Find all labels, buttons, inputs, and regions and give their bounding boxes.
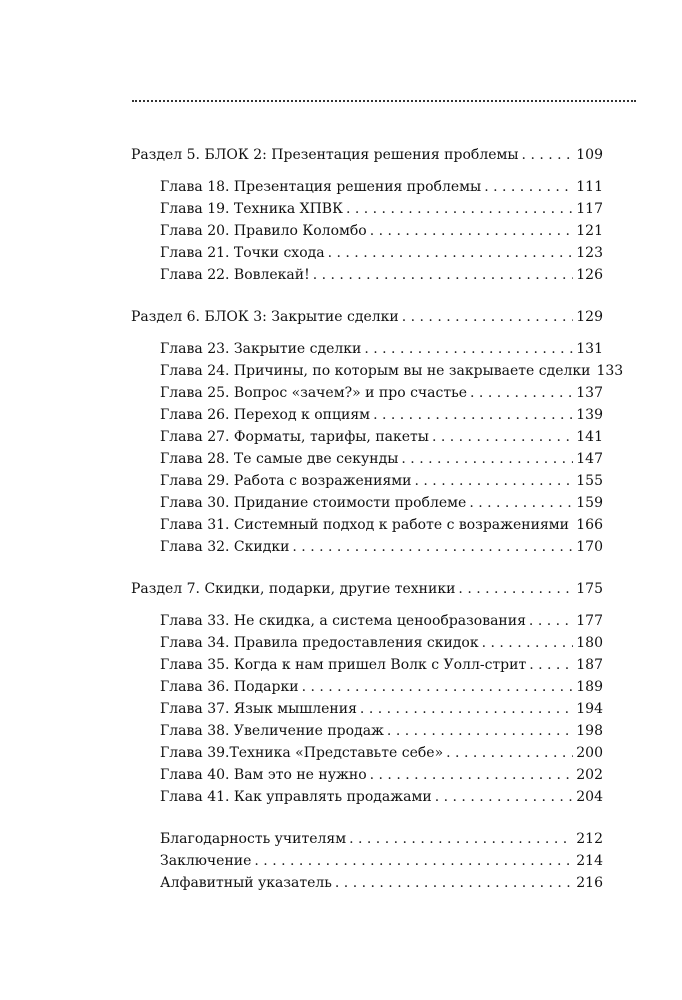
page-number: 202 — [576, 767, 603, 783]
dot-leader — [328, 242, 574, 264]
dot-leader — [292, 536, 573, 558]
page-number: 147 — [576, 451, 603, 467]
dot-leader — [387, 720, 573, 742]
chapter-title: Глава 34. Правила предоставления скидок — [160, 635, 479, 651]
chapter-title: Глава 30. Придание стоимости проблеме — [160, 495, 467, 511]
page-number: 137 — [576, 385, 603, 401]
dot-leader — [373, 404, 573, 426]
chapter-title: Глава 27. Форматы, тарифы, пакеты — [160, 429, 429, 445]
page-number: 194 — [576, 701, 603, 717]
toc-chapter-20[interactable] — [131, 220, 603, 242]
section-title: Раздел 7. Скидки, подарки, другие техники — [131, 581, 456, 597]
entry-title: Алфавитный указатель — [160, 875, 332, 891]
chapter-title: Глава 25. Вопрос «зачем?» и про счастье — [160, 385, 468, 401]
page-number: 139 — [576, 407, 603, 423]
page-number: 141 — [576, 429, 603, 445]
section-title: Раздел 5. БЛОК 2: Презентация решения проблемы — [131, 147, 519, 163]
toc-chapter-38[interactable] — [131, 720, 603, 742]
dot-leader — [470, 382, 573, 404]
toc-chapter-27[interactable] — [131, 426, 603, 448]
dot-leader — [402, 306, 574, 328]
chapter-title: Глава 29. Работа с возражениями — [160, 473, 412, 489]
dot-leader — [401, 448, 573, 470]
toc-chapter-22[interactable] — [131, 264, 603, 286]
chapter-title: Глава 19. Техника ХПВК — [160, 201, 343, 217]
toc-chapter-19[interactable] — [131, 198, 603, 220]
dot-leader — [254, 850, 573, 872]
toc-chapter-26[interactable] — [131, 404, 603, 426]
table-of-contents — [131, 144, 624, 894]
top-dotted-rule — [132, 100, 636, 102]
page-number: 159 — [576, 495, 603, 511]
dot-leader — [529, 610, 573, 632]
dot-leader — [572, 514, 573, 536]
dot-leader — [469, 492, 573, 514]
dot-leader — [335, 872, 573, 894]
toc-chapter-29[interactable] — [131, 470, 603, 492]
toc-chapter-40[interactable] — [131, 764, 603, 786]
toc-conclusion[interactable] — [131, 850, 603, 872]
dot-leader — [484, 176, 573, 198]
dot-leader — [370, 220, 574, 242]
dot-leader — [529, 654, 573, 676]
toc-chapter-41[interactable] — [131, 786, 603, 808]
page-number: 170 — [576, 539, 603, 555]
toc-chapter-28[interactable] — [131, 448, 603, 470]
page-number: 166 — [576, 517, 603, 533]
toc-chapter-31[interactable] — [131, 514, 603, 536]
dot-leader — [458, 578, 573, 600]
toc-chapter-36[interactable] — [131, 676, 603, 698]
toc-chapter-25[interactable] — [131, 382, 603, 404]
toc-section-7[interactable] — [131, 578, 603, 600]
toc-chapter-23[interactable] — [131, 338, 603, 360]
page-number: 117 — [576, 201, 603, 217]
chapter-title: Глава 35. Когда к нам пришел Волк с Уолл-стрит — [160, 657, 527, 673]
dot-leader — [415, 470, 574, 492]
toc-chapter-39[interactable] — [131, 742, 603, 764]
dot-leader — [302, 676, 574, 698]
toc-chapter-35[interactable] — [131, 654, 603, 676]
dot-leader — [364, 338, 573, 360]
page-number: 187 — [576, 657, 603, 673]
dot-leader — [435, 786, 574, 808]
chapter-title: Глава 40. Вам это не нужно — [160, 767, 367, 783]
page-number: 200 — [576, 745, 603, 761]
dot-leader — [346, 198, 573, 220]
page-number: 121 — [576, 223, 603, 239]
page-number: 155 — [576, 473, 603, 489]
toc-index[interactable] — [131, 872, 603, 894]
toc-chapter-21[interactable] — [131, 242, 603, 264]
chapter-title: Глава 38. Увеличение продаж — [160, 723, 384, 739]
toc-chapter-30[interactable] — [131, 492, 603, 514]
page-number: 175 — [576, 581, 603, 597]
chapter-title: Глава 26. Переход к опциям — [160, 407, 371, 423]
dot-leader — [522, 144, 574, 166]
chapter-title: Глава 22. Вовлекай! — [160, 267, 310, 283]
chapter-title: Глава 41. Как управлять продажами — [160, 789, 432, 805]
chapter-title: Глава 23. Закрытие сделки — [160, 341, 362, 357]
dot-leader — [313, 264, 574, 286]
toc-chapter-32[interactable] — [131, 536, 603, 558]
chapter-title: Глава 21. Точки схода — [160, 245, 325, 261]
chapter-title: Глава 31. Системный подход к работе с возражениями — [160, 517, 570, 533]
chapter-title: Глава 37. Язык мышления — [160, 701, 357, 717]
toc-chapter-33[interactable] — [131, 610, 603, 632]
dot-leader — [370, 764, 574, 786]
entry-title: Заключение — [160, 853, 252, 869]
page-number: 177 — [576, 613, 603, 629]
dot-leader — [349, 828, 573, 850]
chapter-title: Глава 39.Техника «Представьте себе» — [160, 745, 444, 761]
dot-leader — [432, 426, 573, 448]
toc-chapter-34[interactable] — [131, 632, 603, 654]
chapter-title: Глава 32. Скидки — [160, 539, 290, 555]
page-number: 109 — [576, 147, 603, 163]
page-number: 133 — [596, 363, 624, 379]
chapter-title: Глава 36. Подарки — [160, 679, 299, 695]
chapter-title: Глава 18. Презентация решения проблемы — [160, 179, 482, 195]
page-number: 123 — [576, 245, 603, 261]
dot-leader — [360, 698, 573, 720]
page-number: 126 — [576, 267, 603, 283]
dot-leader — [446, 742, 573, 764]
toc-chapter-37[interactable] — [131, 698, 603, 720]
toc-acknowledgements[interactable] — [131, 828, 603, 850]
toc-section-6[interactable] — [131, 306, 603, 328]
chapter-title: Глава 28. Те самые две секунды — [160, 451, 399, 467]
toc-section-5[interactable] — [131, 144, 603, 166]
toc-chapter-18[interactable] — [131, 176, 603, 198]
page-number: 198 — [576, 723, 603, 739]
page-number: 131 — [576, 341, 603, 357]
toc-chapter-24[interactable] — [131, 360, 624, 382]
page-number: 204 — [576, 789, 603, 805]
page-number: 129 — [576, 309, 603, 325]
chapter-title: Глава 20. Правило Коломбо — [160, 223, 367, 239]
page-number: 212 — [576, 831, 603, 847]
chapter-title: Глава 24. Причины, по которым вы не закрываете сделки — [160, 363, 591, 379]
entry-title: Благодарность учителям — [160, 831, 347, 847]
page-number: 216 — [576, 875, 603, 891]
page-number: 111 — [576, 179, 603, 195]
page-number: 214 — [576, 853, 603, 869]
chapter-title: Глава 33. Не скидка, а система ценообразования — [160, 613, 526, 629]
page-number: 189 — [576, 679, 603, 695]
section-title: Раздел 6. БЛОК 3: Закрытие сделки — [131, 309, 399, 325]
dot-leader — [482, 632, 574, 654]
page-number: 180 — [576, 635, 603, 651]
